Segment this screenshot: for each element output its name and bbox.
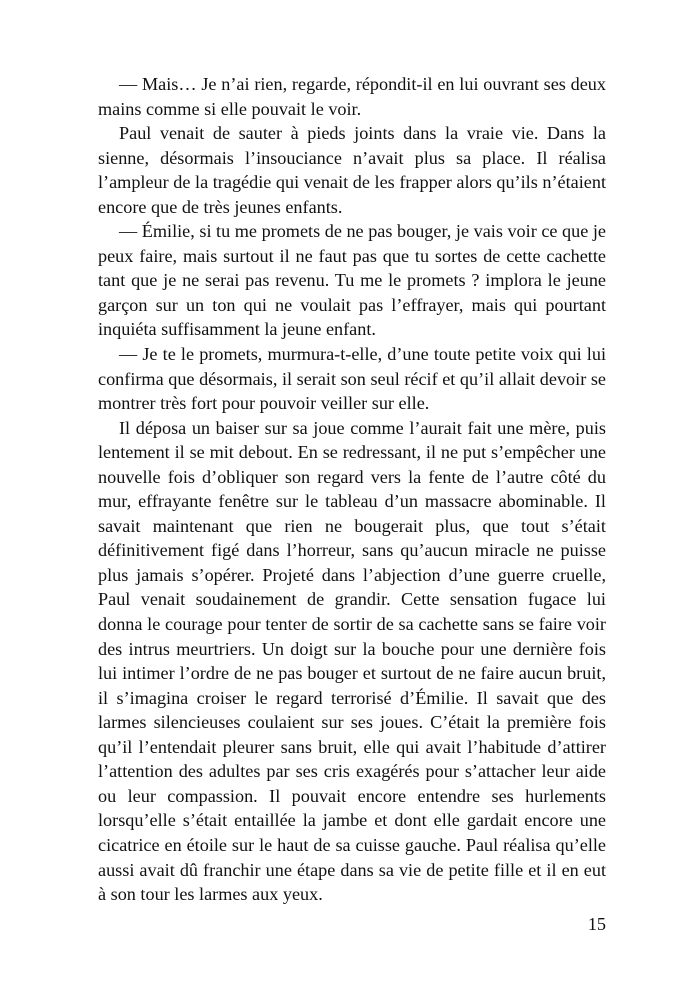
paragraph: — Je te le promets, murmura-t-elle, d’une toute petite voix qui lui confirma que désormais, il serait son seul récif et qu’il allait devoir se montrer très fort pour pouvoir veiller sur elle.	[98, 344, 606, 414]
paragraph: Il déposa un baiser sur sa joue comme l’aurait fait une mère, puis lentement il se mit debout. En se redressant, il ne put s’empêcher une nouvelle fois d’obliquer son regard vers la fente de l’autre côté du mur, effrayante fenêtre sur le tableau d’un massacre abominable. Il savait maintenant que rien ne bougerait plus, que tout s’était définitivement figé dans l’horreur, sans qu’aucun miracle ne puisse plus jamais s’opérer. Projeté dans l’abjection d’une guerre cruelle, Paul venait soudainement de grandir. Cette sensation fugace lui donna le courage pour tenter de sortir de sa cachette sans se faire voir des intrus meurtriers. Un doigt sur la bouche pour une dernière fois lui intimer l’ordre de ne pas bouger et surtout de ne faire aucun bruit, il s’imagina croiser le regard terrorisé d’Émilie. Il savait que des larmes silencieuses coulaient sur ses joues. C’était la première fois qu’il l’entendait pleurer sans bruit, elle qui avait l’habitude d’attirer l’attention des adultes par ses cris exagérés pour s’attacher leur aide ou leur compassion. Il pouvait encore entendre ses hurlements lorsqu’elle s’était entaillée la jambe et dont elle gardait encore une cicatrice en étoile sur le haut de sa cuisse gauche. Paul réalisa qu’elle aussi avait dû franchir une étape dans sa vie de petite fille et il en eut à son tour les larmes aux yeux.	[98, 417, 606, 905]
page-number: 15	[587, 914, 606, 934]
paragraph: — Mais… Je n’ai rien, regarde, répondit-il en lui ouvrant ses deux mains comme si elle pouvait le voir.	[98, 74, 606, 119]
paragraph: — Émilie, si tu me promets de ne pas bouger, je vais voir ce que je peux faire, mais surtout il ne faut pas que tu sortes de cette cachette tant que je ne serai pas revenu. Tu me le promets ? implora le jeune garçon sur un ton qui ne voulait pas l’effrayer, mais qui pourtant inquiéta suffisamment la jeune enfant.	[98, 221, 606, 340]
body-text	[98, 72, 606, 907]
paragraph: Paul venait de sauter à pieds joints dans la vraie vie. Dans la sienne, désormais l’insouciance n’avait plus sa place. Il réalisa l’ampleur de la tragédie qui venait de les frapper alors qu’ils n’étaient encore que de très jeunes enfants.	[98, 123, 606, 217]
